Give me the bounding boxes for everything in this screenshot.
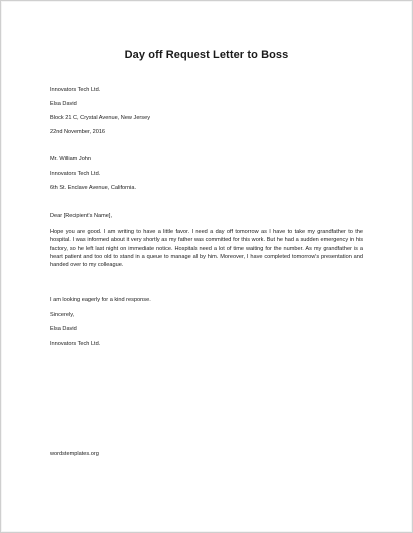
signature-company: Innovators Tech Ltd. [50, 341, 101, 347]
closing-line: I am looking eagerly for a kind response. [50, 297, 151, 303]
signoff: Sincerely, [50, 312, 75, 318]
recipient-address: 6th St. Enclave Avenue, California. [50, 185, 137, 191]
salutation: Dear [Recipient's Name], [50, 213, 113, 219]
sender-name: Elsa David [50, 101, 77, 107]
sender-address: Block 21 C, Crystal Avenue, New Jersey [50, 115, 151, 121]
recipient-company: Innovators Tech Ltd. [50, 171, 101, 177]
signature-name: Elsa David [50, 326, 77, 332]
letter-body: Hope you are good. I am writing to have a little favor. I need a day off tomorrow as I have to take my grandfather to the hospital. I was informed about it very shortly as my father was committed for this work. But he had a sudden emergency in his factory, so he left last night on immediate notice. Hospitals need a lot of time waiting for the number. As my grandfather is a heart patient and too old to stand in a queue to manage all by him. Moreover, I have completed tomorrow's presentation and handed over to my colleague. [50, 229, 363, 269]
footer-website: wordstemplates.org [50, 451, 99, 457]
letter-title: Day off Request Letter to Boss [124, 49, 289, 61]
recipient-name: Mr. William John [50, 156, 92, 162]
sender-company: Innovators Tech Ltd. [50, 87, 101, 93]
letter-date: 22nd November, 2016 [50, 129, 106, 135]
